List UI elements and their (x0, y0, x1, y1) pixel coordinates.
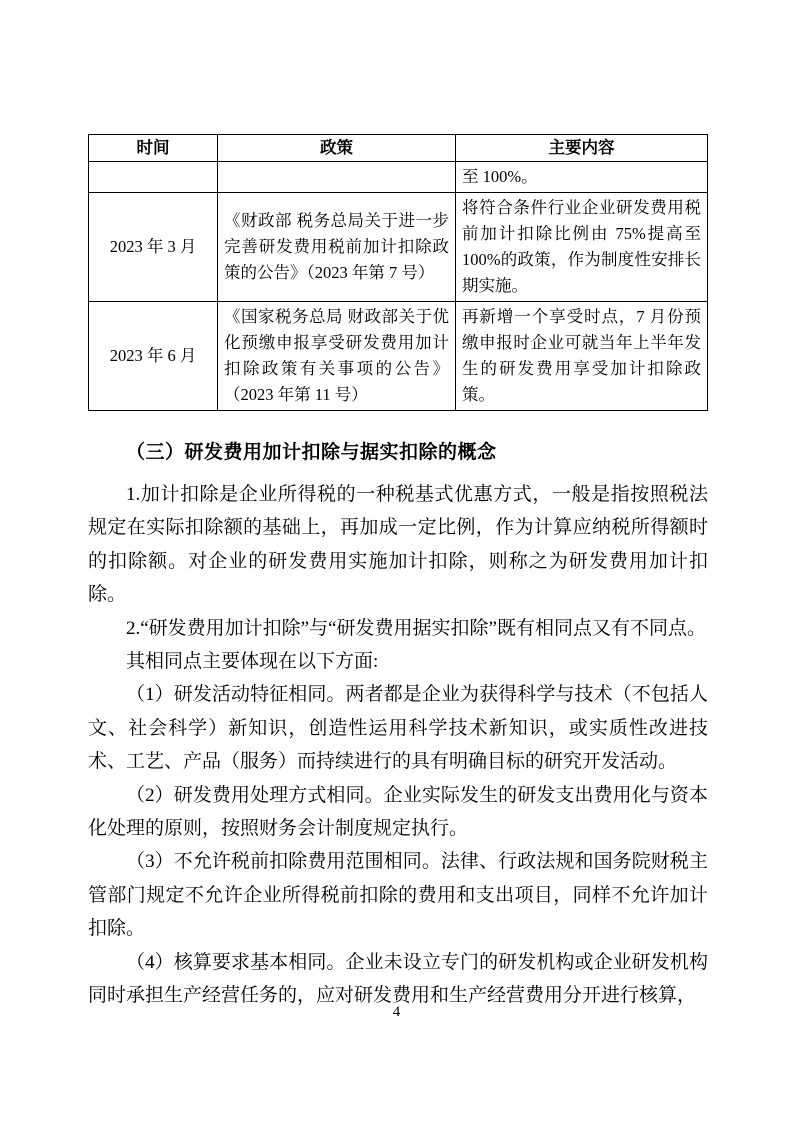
section-heading: （三）研发费用加计扣除与据实扣除的概念 (126, 442, 497, 463)
page-number: 4 (392, 1004, 401, 1020)
table-cell-time: 2023 年 3 月 (89, 193, 218, 302)
paragraph: （4）核算要求基本相同。企业未设立专门的研发机构或企业研发机构同时承担生产经营任务的，应对研发费用和生产经营费用分开进行核算， (88, 951, 708, 1007)
table-cell-policy: 《财政部 税务总局关于进一步完善研发费用税前加计扣除政策的公告》（2023 年第 7 号） (218, 193, 456, 302)
paragraph: 2.“研发费用加计扣除”与“研发费用据实扣除”既有相同点又有不同点。 (126, 617, 706, 639)
table-header-content: 主要内容 (456, 135, 708, 162)
table-row (89, 302, 708, 411)
table-header-row (89, 135, 708, 162)
table-cell-time (89, 162, 218, 193)
table-row (89, 162, 708, 193)
body-text (88, 478, 708, 1013)
table-row (89, 193, 708, 302)
page-content (88, 134, 708, 1013)
paragraph: 1.加计扣除是企业所得税的一种税基式优惠方式，一般是指按照税法规定在实际扣除额的基础上，再加成一定比例，作为计算应纳税所得额时的扣除额。对企业的研发费用实施加计扣除，则称之为研发费用加计扣除。 (88, 484, 708, 606)
table-cell-content: 至 100%。 (456, 162, 708, 193)
policy-timeline-table (88, 134, 708, 411)
table-header-time: 时间 (89, 135, 218, 162)
paragraph: 其相同点主要体现在以下方面: (126, 651, 379, 673)
paragraph: （3）不允许税前扣除费用范围相同。法律、行政法规和国务院财税主管部门规定不允许企业所得税前扣除的费用和支出项目，同样不允许加计扣除。 (88, 851, 708, 940)
table-header-policy: 政策 (218, 135, 456, 162)
paragraph: （2）研发费用处理方式相同。企业实际发生的研发支出费用化与资本化处理的原则，按照财务会计制度规定执行。 (88, 784, 708, 840)
table-cell-content: 将符合条件行业企业研发费用税前加计扣除比例由 75%提高至 100%的政策，作为制度性安排长期实施。 (456, 193, 708, 302)
table-cell-policy: 《国家税务总局 财政部关于优化预缴申报享受研发费用加计扣除政策有关事项的公告》（2023 年第 11 号） (218, 302, 456, 411)
table-cell-time: 2023 年 6 月 (89, 302, 218, 411)
table-cell-policy (218, 162, 456, 193)
paragraph: （1）研发活动特征相同。两者都是企业为获得科学与技术（不包括人文、社会科学）新知识，创造性运用科学技术新知识，或实质性改进技术、工艺、产品（服务）而持续进行的具有明确目标的研究开发活动。 (88, 684, 708, 773)
table-cell-content: 再新增一个享受时点，7 月份预缴申报时企业可就当年上半年发生的研发费用享受加计扣除政策。 (456, 302, 708, 411)
